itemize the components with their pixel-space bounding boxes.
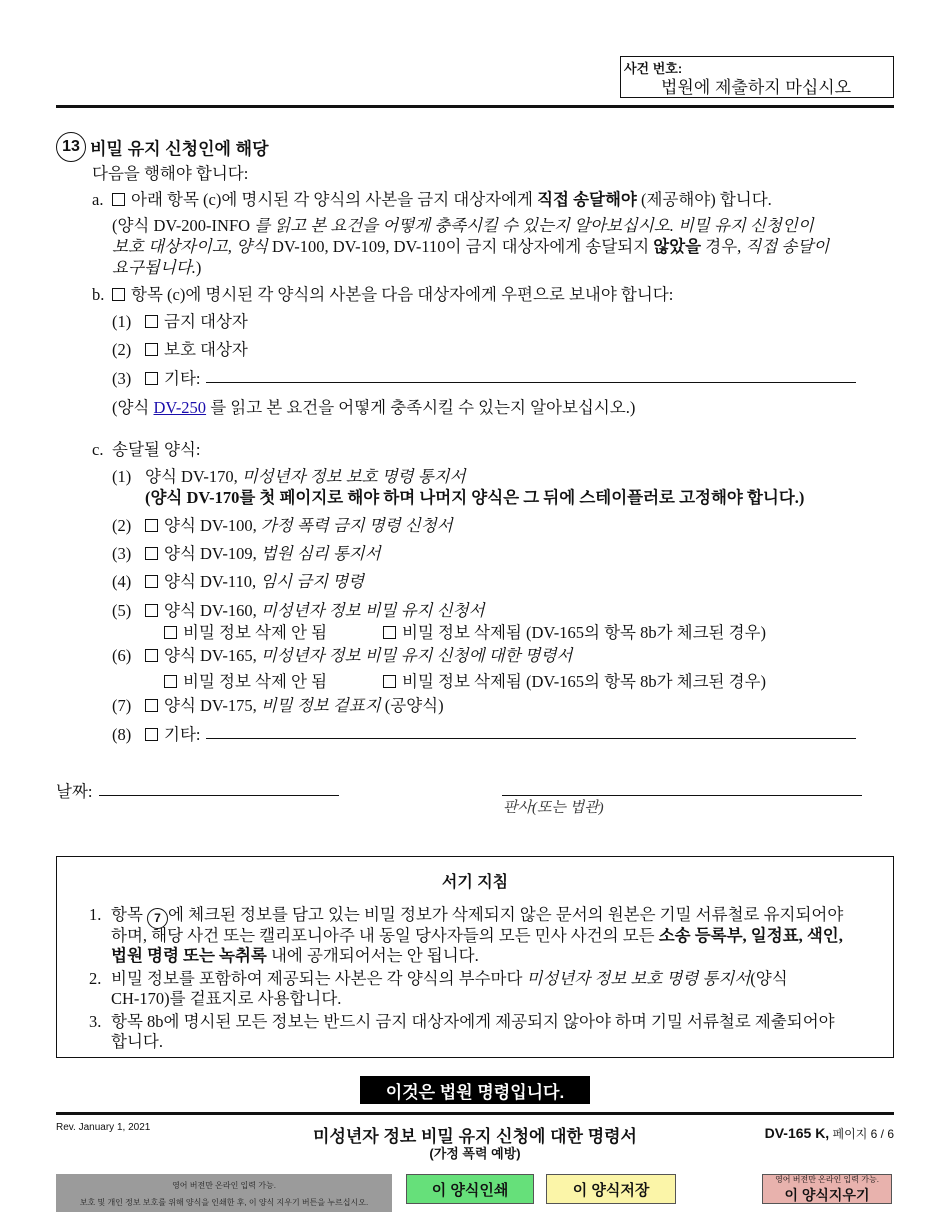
form-title: 임시 금지 명령 xyxy=(260,572,365,591)
instruction-text: (양식 xyxy=(750,969,788,988)
item-a-text-2: (제공해야) 합니다. xyxy=(636,190,772,209)
form-id: DV-165 K, xyxy=(764,1125,830,1141)
item-a-note-line-3 xyxy=(112,254,201,278)
item-label: 기타: xyxy=(164,369,201,388)
revision-date: Rev. January 1, 2021 xyxy=(56,1122,151,1133)
form-title: 미성년자 정보 비밀 유지 신청에 대한 명령서 xyxy=(260,646,573,665)
item-label: 기타: xyxy=(164,725,201,744)
item-a-note-line-2 xyxy=(112,233,829,257)
dv-250-link[interactable]: DV-250 xyxy=(153,398,207,417)
option-label: 비밀 정보 삭제됨 (DV-165의 항목 8b가 체크된 경우) xyxy=(402,623,766,642)
checkbox[interactable] xyxy=(145,315,158,328)
checkbox[interactable] xyxy=(164,675,177,688)
item-number: (1) xyxy=(112,312,132,331)
checkbox[interactable] xyxy=(145,649,158,662)
item-c-6 xyxy=(112,642,572,666)
note-text: 경우, xyxy=(701,237,746,256)
section-number: 13 xyxy=(56,132,86,162)
item-number: (2) xyxy=(112,340,132,359)
form-note: (공양식) xyxy=(380,696,444,715)
item-c-5 xyxy=(112,597,485,621)
checkbox[interactable] xyxy=(145,604,158,617)
item-a-letter: a. xyxy=(92,190,104,209)
instruction-number: 1. xyxy=(89,905,102,924)
instruction-text: 항목 8b에 명시된 모든 정보는 반드시 금지 대상자에게 제공되지 않아야 하며 기밀 서류철로 제출되어야 xyxy=(111,1012,835,1031)
note-text: 를 읽고 본 요건을 어떻게 충족시킬 수 있는지 알아보십시오.) xyxy=(206,398,636,417)
note-text: ) xyxy=(195,258,202,277)
note-text-italic: 직접 송달이 xyxy=(745,237,830,256)
instruction-text: 하며, 해당 사건 또는 캘리포니아주 내 동일 당사자들의 모든 민사 사건의 모든 xyxy=(111,926,659,945)
save-form-button[interactable]: 이 양식저장 xyxy=(546,1174,676,1204)
option-label: 비밀 정보 삭제 안 됨 xyxy=(183,672,328,691)
page-number: 페이지 6 / 6 xyxy=(829,1127,894,1141)
item-number: (5) xyxy=(112,601,132,620)
instruction-3-line-2: 합니다. xyxy=(111,1032,163,1051)
checkbox[interactable] xyxy=(383,626,396,639)
checkbox[interactable] xyxy=(145,519,158,532)
form-id: 양식 DV-160, xyxy=(164,601,261,620)
notice-line-1: 영어 버전만 온라인 입력 가능. xyxy=(172,1181,276,1190)
note-form-id: DV-200-INFO xyxy=(153,216,251,235)
form-id: 양식 DV-175, xyxy=(164,696,261,715)
form-title: 미성년자 정보 비밀 유지 신청서 xyxy=(260,601,485,620)
item-number: (6) xyxy=(112,646,132,665)
judge-label: 판사(또는 법관) xyxy=(503,800,604,816)
item-b-text: 항목 (c)에 명시된 각 양식의 사본을 다음 대상자에게 우편으로 보내야 합니다: xyxy=(131,285,674,304)
footer-rule xyxy=(56,1112,894,1115)
form-title: 미성년자 정보 보호 명령 통지서 xyxy=(241,467,466,486)
option-label: 비밀 정보 삭제됨 (DV-165의 항목 8b가 체크된 경우) xyxy=(402,672,766,691)
clear-form-button[interactable] xyxy=(762,1174,892,1204)
item-a-text-bold: 직접 송달해야 xyxy=(537,190,637,209)
checkbox[interactable] xyxy=(145,343,158,356)
date-field[interactable] xyxy=(99,778,339,796)
instruction-text-bold: 소송 등록부, 일정표, 색인, xyxy=(658,926,843,945)
instruction-number: 3. xyxy=(89,1012,102,1031)
item-label: 금지 대상자 xyxy=(164,312,248,331)
instruction-text: 항목 xyxy=(111,905,148,924)
note-text-italic: 를 읽고 본 요건을 어떻게 충족시킬 수 있는지 알아보십시오. 비밀 유지 신청인이 xyxy=(250,216,814,235)
item-a-checkbox[interactable] xyxy=(112,193,125,206)
item-c-8 xyxy=(112,721,200,745)
note-text: (양식 xyxy=(112,216,154,235)
print-form-button[interactable]: 이 양식인쇄 xyxy=(406,1174,534,1204)
item-b-checkbox[interactable] xyxy=(112,288,125,301)
item-b-2 xyxy=(112,336,248,360)
item-c-5-option-not-deleted xyxy=(164,619,327,643)
item-c-6-option-not-deleted xyxy=(164,668,327,692)
form-title: 가정 폭력 금지 명령 신청서 xyxy=(260,516,453,535)
note-text-italic: 요구됩니다. xyxy=(112,258,196,277)
item-a-text-1: 아래 항목 (c)에 명시된 각 양식의 사본을 금지 대상자에게 xyxy=(131,190,538,209)
item-b-letter: b. xyxy=(92,285,105,304)
note-text-italic: 보호 대상자이고, 양식 xyxy=(112,237,272,256)
checkbox[interactable] xyxy=(164,626,177,639)
instruction-text-italic: 미성년자 정보 보호 명령 통지서 xyxy=(526,969,751,988)
item-c-1-staple-note: (양식 DV-170를 첫 페이지로 해야 하며 나머지 양식은 그 뒤에 스테이플러로 고정해야 합니다.) xyxy=(145,488,805,507)
instruction-number: 2. xyxy=(89,969,102,988)
date-label: 날짜: xyxy=(56,782,93,801)
section-title: 비밀 유지 신청인에 해당 xyxy=(90,139,269,159)
item-reference-circle: 7 xyxy=(147,908,168,929)
form-id: 양식 DV-170, xyxy=(145,467,242,486)
item-c-letter: c. xyxy=(92,440,104,459)
item-number: (1) xyxy=(112,467,132,486)
notice-line-2: 보호 및 개인 정보 보호를 위해 양식을 인쇄한 후, 이 양식 지우기 버튼을 누르십시오. xyxy=(79,1198,369,1207)
form-title: 미성년자 정보 비밀 유지 신청에 대한 명령서 xyxy=(313,1127,637,1146)
section-13-heading xyxy=(56,132,269,162)
item-c-2 xyxy=(112,512,453,536)
form-subtitle: (가정 폭력 예방) xyxy=(429,1146,521,1161)
item-b-3 xyxy=(112,365,200,389)
form-id: 양식 DV-165, xyxy=(164,646,261,665)
item-a xyxy=(92,186,772,210)
option-label: 비밀 정보 삭제 안 됨 xyxy=(183,623,328,642)
clear-form-label: 이 양식지우기 xyxy=(784,1186,870,1203)
checkbox[interactable] xyxy=(145,728,158,741)
form-id: 양식 DV-109, xyxy=(164,544,261,563)
item-number: (3) xyxy=(112,369,132,388)
form-title: 비밀 정보 겉표지 xyxy=(260,696,381,715)
instruction-text: 내에 공개되어서는 안 됩니다. xyxy=(266,946,479,965)
item-c-6-option-deleted xyxy=(383,668,766,692)
item-c-text: 송달될 양식: xyxy=(112,440,201,459)
checkbox[interactable] xyxy=(145,575,158,588)
clerk-instructions-title: 서기 지침 xyxy=(441,874,509,891)
note-text: DV-100, DV-109, DV-110이 금지 대상자에게 송달되지 xyxy=(271,237,654,256)
instruction-text-bold: 법원 명령 또는 녹취록 xyxy=(111,946,267,965)
instruction-text: 비밀 정보를 포함하여 제공되는 사본은 각 양식의 부수마다 xyxy=(111,969,527,988)
checkbox[interactable] xyxy=(145,372,158,385)
note-text: (양식 xyxy=(112,398,154,417)
item-c xyxy=(92,436,200,460)
court-order-banner: 이것은 법원 명령입니다. xyxy=(360,1076,590,1104)
item-c-8-other-field[interactable] xyxy=(206,721,856,739)
note-text-bold: 않았을 xyxy=(653,237,702,256)
clerk-instructions-box xyxy=(56,856,894,1058)
item-c-4 xyxy=(112,568,364,592)
item-b-note xyxy=(112,394,635,418)
item-b-3-other-field[interactable] xyxy=(206,365,856,383)
header-rule xyxy=(56,105,894,108)
instruction-2-line-2: CH-170)를 겉표지로 사용합니다. xyxy=(111,989,342,1008)
item-b-1 xyxy=(112,308,248,332)
item-c-5-option-deleted xyxy=(383,619,766,643)
item-number: (8) xyxy=(112,725,132,744)
form-id: 양식 DV-110, xyxy=(164,572,261,591)
clear-form-note: 영어 버전만 온라인 입력 가능. xyxy=(775,1174,879,1184)
judge-signature-field[interactable] xyxy=(502,776,862,796)
item-number: (3) xyxy=(112,544,132,563)
item-number: (2) xyxy=(112,516,132,535)
checkbox[interactable] xyxy=(383,675,396,688)
section-intro: 다음을 행해야 합니다: xyxy=(92,164,249,183)
item-number: (7) xyxy=(112,696,132,715)
form-title: 법원 심리 통지서 xyxy=(260,544,381,563)
case-number-box xyxy=(620,56,894,98)
instruction-text: 에 체크된 정보를 담고 있는 비밀 정보가 삭제되지 않은 문서의 원본은 기밀 서류철로 유지되어야 xyxy=(168,905,844,924)
checkbox[interactable] xyxy=(145,699,158,712)
item-b xyxy=(92,281,673,305)
item-number: (4) xyxy=(112,572,132,591)
instruction-3 xyxy=(89,1008,835,1032)
item-c-3 xyxy=(112,540,381,564)
instruction-1-line-3 xyxy=(111,942,479,966)
item-label: 보호 대상자 xyxy=(164,340,248,359)
form-id-page xyxy=(765,1124,894,1143)
case-number-label: 사건 번호: xyxy=(624,61,683,76)
item-c-7 xyxy=(112,692,444,716)
checkbox[interactable] xyxy=(145,547,158,560)
form-id: 양식 DV-100, xyxy=(164,516,261,535)
online-fill-notice xyxy=(56,1174,392,1212)
case-number-value: 법원에 제출하지 마십시오 xyxy=(661,78,852,97)
